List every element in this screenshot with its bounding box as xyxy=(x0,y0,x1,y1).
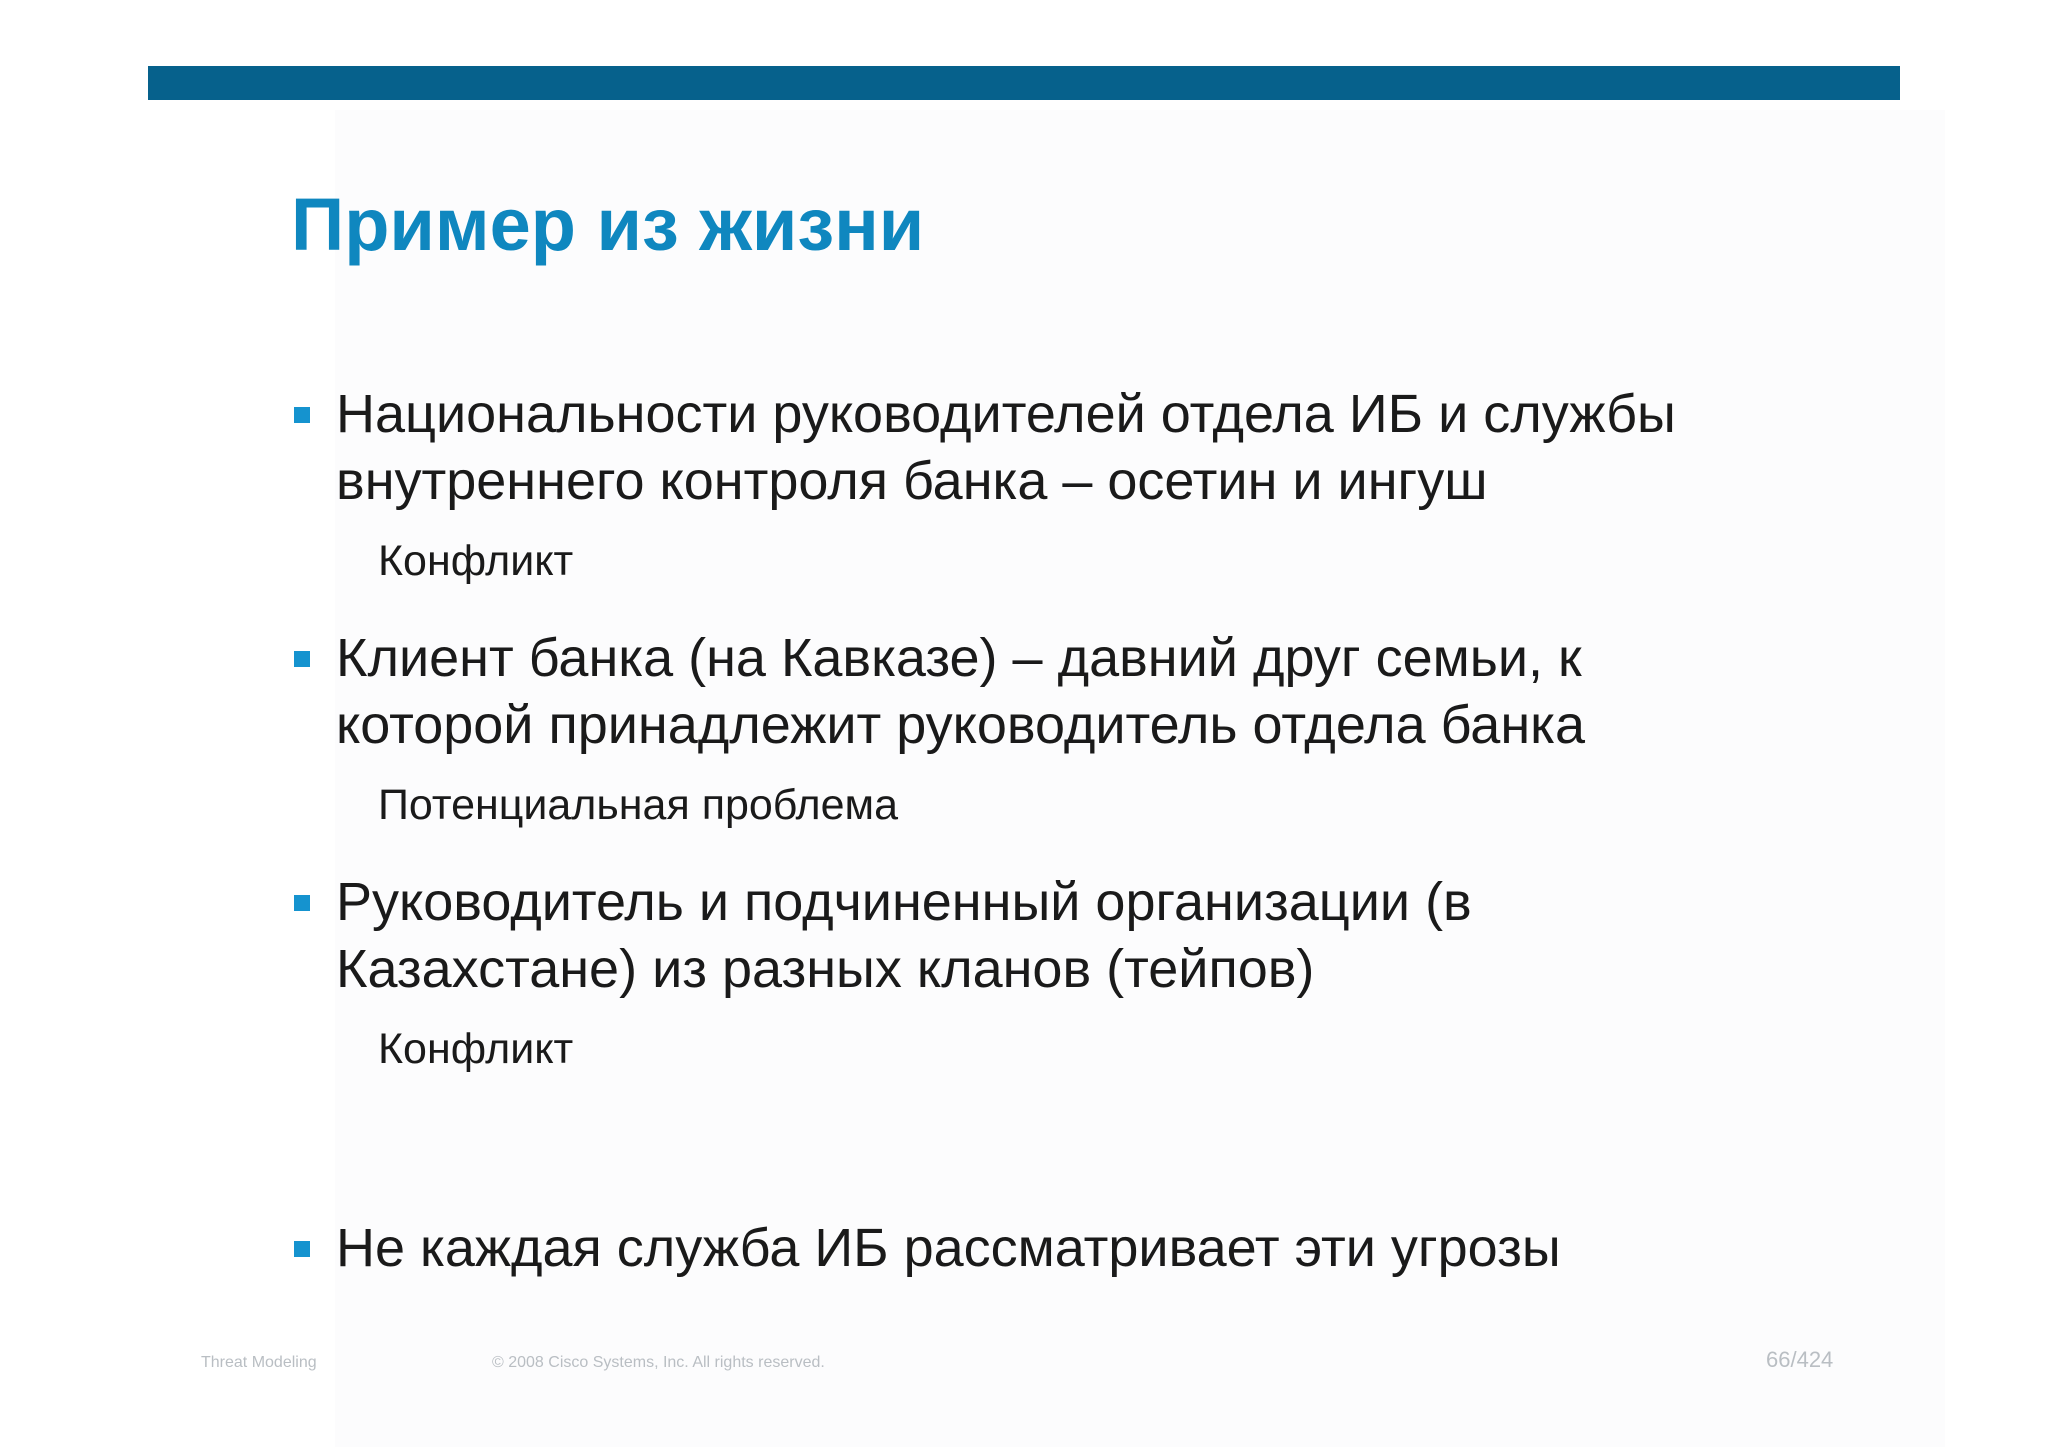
bullet-line: которой принадлежит руководитель отдела банка xyxy=(336,695,1585,755)
footer-copyright: © 2008 Cisco Systems, Inc. All rights reserved. xyxy=(492,1354,825,1371)
bullet-line: Клиент банка (на Кавказе) – давний друг семьи, к xyxy=(336,628,1582,688)
bullet-subtext: Конфликт xyxy=(378,537,574,585)
bullet-line: Не каждая служба ИБ рассматривает эти угрозы xyxy=(336,1218,1561,1278)
square-bullet-icon xyxy=(294,651,310,667)
page-number: 66/424 xyxy=(1766,1347,1834,1372)
square-bullet-icon xyxy=(294,895,310,911)
bullet-line: Национальности руководителей отдела ИБ и службы xyxy=(336,384,1676,444)
bullet-line: Руководитель и подчиненный организации (в xyxy=(336,872,1472,932)
bullet-line: внутреннего контроля банка – осетин и ингуш xyxy=(336,451,1488,511)
slide-title: Пример из жизни xyxy=(291,183,925,266)
square-bullet-icon xyxy=(294,1241,310,1257)
bullet-subtext: Конфликт xyxy=(378,1025,574,1073)
square-bullet-icon xyxy=(294,407,310,423)
bullet-line: Казахстане) из разных кланов (тейпов) xyxy=(336,939,1315,999)
footer-section-title: Threat Modeling xyxy=(201,1354,317,1371)
bullet-subtext: Потенциальная проблема xyxy=(378,781,898,829)
